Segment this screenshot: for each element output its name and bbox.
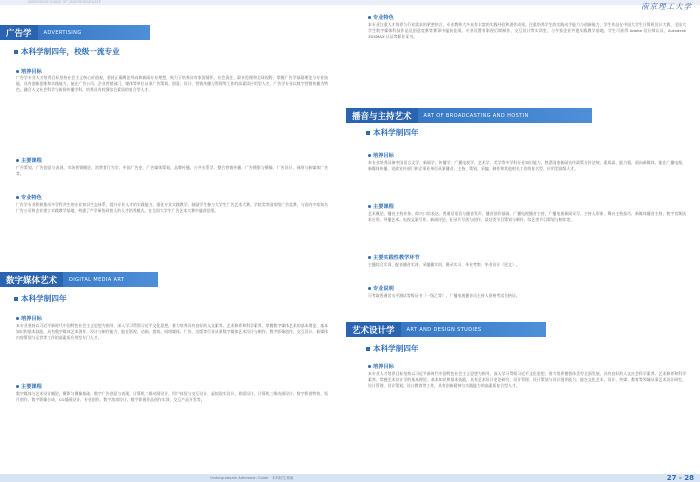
paragraph-courses: 数字媒体与艺术设计概论、摄影与摄像基础、数字广告创意与表现、计算机二维动画设计、用户体验与交互设计、虚拟现实设计、界面设计、计算机三维动画设计、数字影视特效、短片创作、数字影像合成、CG插画设计、专业创作、数字游戏设计、数字影视作品创作实训、交互产品开发等。 [16,391,328,403]
subheading-text: 专业说明 [373,286,394,292]
major-text: 本科学制四年，校级一流专业 [21,47,120,56]
square-bullet-icon [14,50,18,54]
subheading-text: 主要课程 [373,204,394,210]
dot-bullet-icon [368,205,371,208]
paragraph-practice: 主播综合实训、配音播音实训、采编播实训、摄录实习、毕业考察、毕业设计（论文）。 [368,262,520,267]
subheading-text: 专业特色 [373,15,394,21]
running-head: ADMISSION GUIDE OF UNDERGRADUATE [28,0,101,4]
banner-title: 数字媒体艺术 [0,272,63,287]
footer-text: Undergraduate Admission Guide · 本科招生指南 [210,476,294,480]
section-banner-advertising [0,25,150,40]
paragraph-goal: 广告学专业人才培养目标坚持社会主义核心价值观，坚持正确舆论导向和新闻专业理想，致力于培养具有家国情怀、社会责任、职业伦理和全球视野，掌握广告学基础理论与专业技能，具有创新思维和实践能力，能在广告公司、企业营销部门、媒体等单位从事广告策划、创意、设计、营销传播与管理等工作的高素质应用型人才。广告学专业以数字营销传播为特色，融合人文社会科学与新闻传播学科，培养具有较强综合素质的复合型人才。 [16,75,328,93]
page-numbers: 27 - 28 [666,474,694,482]
banner-subtitle: ADVERTISING [43,29,82,36]
major-heading [366,127,419,138]
dot-bullet-icon [368,154,371,157]
major-text: 本科学制四年 [21,294,67,303]
dot-bullet-icon [16,196,19,199]
major-text: 本科学制四年 [373,344,419,353]
paragraph-features: 本专业注重人才培养与行业需求的紧密结合，专业教师大多具有丰富的实践经验和创作成果。注重培养学生的实践动手能力与创新能力，学生作品在中国大学生计算机设计大赛、全国大学生数字媒体科技作品及创意竞赛等赛事中屡获佳绩。专业设置有影视后期制作、交互设计等实训室，与多家企业共建实践教学基地，学生可获得 Adobe 设计师认证、Autodesk 3DSMAX 认证等职业证书。 [368,22,686,40]
major-text: 本科学制四年 [373,128,419,137]
banner-subtitle: ART OF BROADCASTING AND HOSTIN [423,112,529,119]
dot-bullet-icon [16,159,19,162]
square-bullet-icon [14,297,18,301]
section-banner-art-design [346,322,546,337]
subheading-text: 培养目标 [373,364,394,370]
subheading-courses [368,203,394,210]
subheading-features [16,194,42,201]
footer-bar [0,474,700,482]
subheading-goal [16,68,42,75]
left-page [0,0,340,482]
paragraph-courses: 艺术概论、播音主持业务、即兴口语表达、普通话语音与播音发声、播音创作基础、广播电视播音主持、广播电视新闻采写、主持人形象、舞台主持技巧、新媒体播音主持、数字音频技术应用、导播艺术、电视文案写作、新闻评论、纪录片写创与创作、谈话类节目策划与制作、综艺类节目策划与制作等。 [368,211,686,223]
university-logo-text: 南京理工大学 [641,2,692,11]
paragraph-goal: 本专业坚持以习近平新时代中国特色社会主义思想为指导，深入学习贯彻习近平文化思想，着力培养具有良好的人文素养、艺术修养和科学素养，掌握数字媒体艺术的基本理论、基本知识和基本技能，具有数字媒体艺术创作、设计与制作能力，能在影视、动画、游戏、网络媒体、广告、出版等行业从事数字媒体艺术设计与制作、数字影像创作、交互设计、新媒体内容策划与运营等工作的高素质应用型专门人才。 [16,323,328,341]
banner-title: 艺术设计学 [346,322,401,337]
subheading-text: 主要实践性教学环节 [373,255,420,261]
subheading-text: 主要课程 [21,158,42,164]
subheading-courses [16,383,42,390]
paragraph-goal: 本专业人才培养目标坚持以习近平新时代中国特色社会主义思想为指导，深入学习贯彻习近平文化思想，着力培养德智体美劳全面发展，具有良好的人文社会科学素养、艺术修养和科学素养，掌握艺术设计学的基本理论、基本知识和基本技能，具有艺术设计史论研究、设计管理、设计策划与设计批评能力，能在文化艺术、设计、传媒、教育等领域从事艺术设计研究、设计管理、设计策划、设计教育等工作，具有创新精神与实践能力的高素质复合型人才。 [368,371,686,389]
major-heading [366,343,419,354]
dot-bullet-icon [16,317,19,320]
paragraph-features: 广告学专业积极推动多学科共生的专业知识生态体系，提升专业人才的实践能力，强化专业实践教学，鼓励学生参与大学生广告艺术大赛、学院奖等国家级广告竞赛，与国内多家知名广告公司和企业建立实践教学基地，构建了产学研协同育人的人才培养模式，在全国大学生广告艺术大赛中屡获佳绩。 [16,202,328,214]
subheading-practice [368,254,420,261]
banner-subtitle: DIGITAL MEDIA ART [69,276,125,283]
subheading-goal [368,363,394,370]
banner-title: 广告学 [0,25,38,40]
subheading-features [368,14,394,21]
dot-bullet-icon [368,365,371,368]
square-bullet-icon [366,347,370,351]
paragraph-courses: 广告策划、广告创意与表现、市场营销概论、消费者行为学、中国广告史、广告媒体策划、品牌传播、公共关系学、整合营销传播、广告摄影与摄像、广告设计、网络与新媒体广告等。 [16,165,328,177]
section-banner-broadcasting [346,108,592,123]
dot-bullet-icon [16,70,19,73]
right-page [350,0,690,482]
subheading-text: 培养目标 [373,153,394,159]
section-banner-digital-media-art [0,272,158,287]
subheading-text: 专业特色 [21,195,42,201]
subheading-text: 培养目标 [21,316,42,322]
subheading-goal [16,315,42,322]
subheading-text: 主要课程 [21,384,42,390]
dot-bullet-icon [368,256,371,259]
banner-title: 播音与主持艺术 [346,108,418,123]
subheading-courses [16,157,42,164]
paragraph-goal: 本专业培养具备中国语言文学、新闻学、传播学、广播电视学、艺术学、美学等多学科专业知识能力，熟悉国家新闻宣传政策方针法规，素质高、能力强，面向新媒体、能在广播电视、新媒体传播、党政宣传部门和企事业单位从事播音、主持、策划、采编、制作和其他相关工作的复合型、应用型高级人才。 [368,160,686,172]
subheading-goal [368,152,394,159]
subheading-text: 培养目标 [21,69,42,75]
subheading-note [368,285,394,292]
major-heading [14,293,67,304]
dot-bullet-icon [368,287,371,290]
square-bullet-icon [366,131,370,135]
paragraph-note: 可考取普通话水平测试等级证书（一级乙等），广播电视播音员主持人资格考试合格证。 [368,293,520,298]
major-heading [14,46,120,57]
dot-bullet-icon [16,385,19,388]
banner-subtitle: ART AND DESIGN STUDIES [406,326,482,333]
dot-bullet-icon [368,16,371,19]
